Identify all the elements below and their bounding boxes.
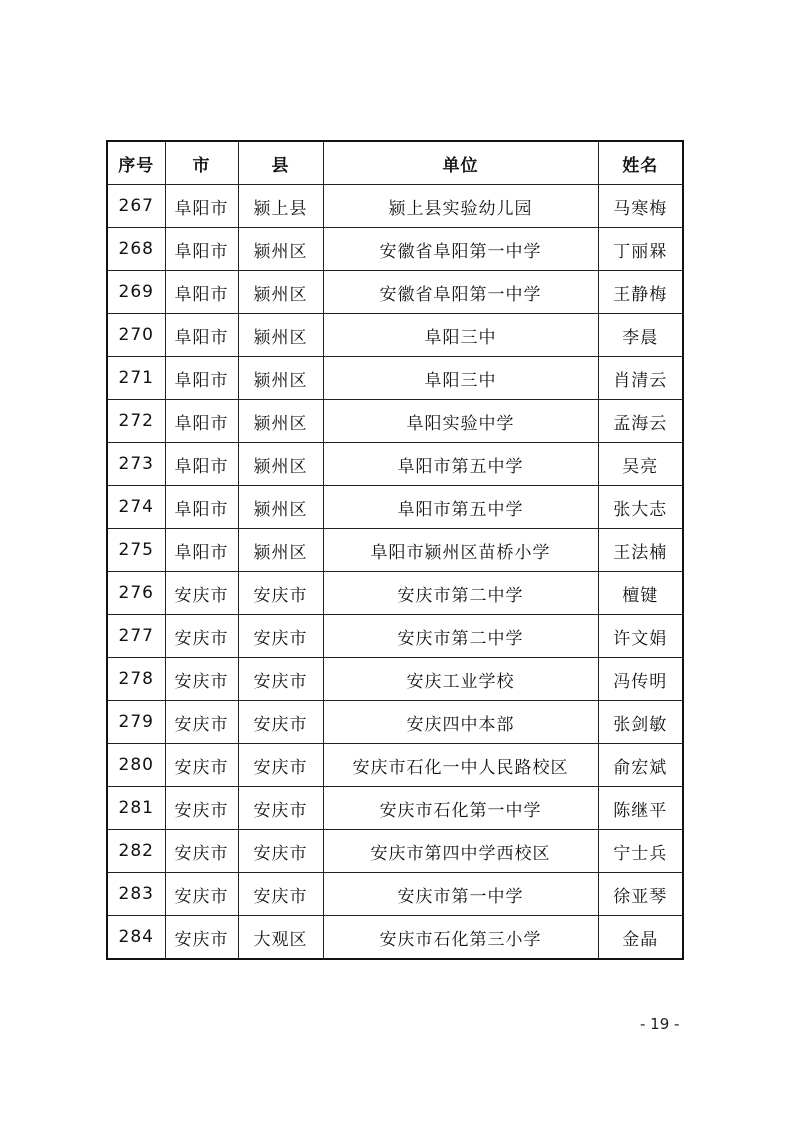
cell-county: 大观区 [238, 916, 323, 960]
cell-unit: 安庆市第二中学 [323, 572, 598, 615]
header-name: 姓名 [598, 141, 683, 185]
table-body [107, 185, 683, 960]
cell-city: 安庆市 [165, 873, 238, 916]
cell-name: 冯传明 [598, 658, 683, 701]
cell-city: 安庆市 [165, 830, 238, 873]
cell-name: 肖清云 [598, 357, 683, 400]
cell-seq: 283 [107, 873, 165, 916]
cell-county: 安庆市 [238, 787, 323, 830]
cell-county: 颍州区 [238, 271, 323, 314]
cell-city: 安庆市 [165, 916, 238, 960]
cell-county: 安庆市 [238, 830, 323, 873]
cell-name: 张剑敏 [598, 701, 683, 744]
cell-seq: 269 [107, 271, 165, 314]
table-row [107, 529, 683, 572]
cell-seq: 277 [107, 615, 165, 658]
cell-city: 阜阳市 [165, 443, 238, 486]
table-row [107, 830, 683, 873]
cell-seq: 268 [107, 228, 165, 271]
cell-seq: 281 [107, 787, 165, 830]
cell-unit: 安庆市第四中学西校区 [323, 830, 598, 873]
header-city: 市 [165, 141, 238, 185]
page-number: - 19 - [640, 1015, 680, 1033]
cell-county: 颍州区 [238, 529, 323, 572]
cell-city: 阜阳市 [165, 314, 238, 357]
header-county: 县 [238, 141, 323, 185]
cell-county: 安庆市 [238, 873, 323, 916]
cell-city: 阜阳市 [165, 185, 238, 228]
cell-name: 许文娟 [598, 615, 683, 658]
table-row [107, 658, 683, 701]
table-row [107, 701, 683, 744]
table-row [107, 400, 683, 443]
cell-city: 安庆市 [165, 744, 238, 787]
table-row [107, 314, 683, 357]
cell-unit: 安庆市石化第三小学 [323, 916, 598, 960]
cell-seq: 278 [107, 658, 165, 701]
cell-county: 颍上县 [238, 185, 323, 228]
cell-county: 安庆市 [238, 744, 323, 787]
cell-city: 阜阳市 [165, 486, 238, 529]
cell-unit: 阜阳市颍州区苗桥小学 [323, 529, 598, 572]
table-row [107, 916, 683, 960]
cell-seq: 276 [107, 572, 165, 615]
cell-unit: 颍上县实验幼儿园 [323, 185, 598, 228]
cell-name: 宁士兵 [598, 830, 683, 873]
cell-seq: 274 [107, 486, 165, 529]
table-row [107, 443, 683, 486]
roster-table [106, 140, 684, 960]
cell-city: 安庆市 [165, 615, 238, 658]
cell-city: 安庆市 [165, 701, 238, 744]
cell-seq: 273 [107, 443, 165, 486]
cell-city: 安庆市 [165, 787, 238, 830]
table-row [107, 228, 683, 271]
cell-unit: 阜阳市第五中学 [323, 443, 598, 486]
cell-seq: 270 [107, 314, 165, 357]
header-seq: 序号 [107, 141, 165, 185]
table-row [107, 873, 683, 916]
cell-name: 王静梅 [598, 271, 683, 314]
cell-unit: 安徽省阜阳第一中学 [323, 228, 598, 271]
cell-unit: 安庆市石化第一中学 [323, 787, 598, 830]
cell-county: 颍州区 [238, 314, 323, 357]
cell-seq: 280 [107, 744, 165, 787]
cell-name: 李晨 [598, 314, 683, 357]
table-row [107, 615, 683, 658]
table-row [107, 357, 683, 400]
cell-county: 颍州区 [238, 357, 323, 400]
cell-seq: 271 [107, 357, 165, 400]
table-row [107, 486, 683, 529]
cell-unit: 安庆四中本部 [323, 701, 598, 744]
cell-county: 安庆市 [238, 572, 323, 615]
cell-unit: 安徽省阜阳第一中学 [323, 271, 598, 314]
header-unit: 单位 [323, 141, 598, 185]
cell-unit: 阜阳市第五中学 [323, 486, 598, 529]
cell-unit: 安庆市第二中学 [323, 615, 598, 658]
cell-name: 吴亮 [598, 443, 683, 486]
cell-city: 安庆市 [165, 658, 238, 701]
table-row [107, 185, 683, 228]
cell-seq: 282 [107, 830, 165, 873]
cell-seq: 267 [107, 185, 165, 228]
cell-unit: 安庆市第一中学 [323, 873, 598, 916]
cell-name: 檀键 [598, 572, 683, 615]
cell-seq: 272 [107, 400, 165, 443]
cell-city: 阜阳市 [165, 357, 238, 400]
cell-seq: 279 [107, 701, 165, 744]
cell-county: 颍州区 [238, 400, 323, 443]
cell-city: 安庆市 [165, 572, 238, 615]
cell-name: 徐亚琴 [598, 873, 683, 916]
table-row [107, 271, 683, 314]
cell-city: 阜阳市 [165, 228, 238, 271]
cell-unit: 安庆市石化一中人民路校区 [323, 744, 598, 787]
cell-name: 金晶 [598, 916, 683, 960]
cell-name: 陈继平 [598, 787, 683, 830]
table-row [107, 787, 683, 830]
cell-name: 俞宏斌 [598, 744, 683, 787]
cell-county: 安庆市 [238, 658, 323, 701]
table-row [107, 744, 683, 787]
cell-city: 阜阳市 [165, 400, 238, 443]
cell-county: 颍州区 [238, 486, 323, 529]
cell-unit: 阜阳三中 [323, 314, 598, 357]
cell-unit: 阜阳三中 [323, 357, 598, 400]
cell-city: 阜阳市 [165, 271, 238, 314]
cell-name: 丁丽槑 [598, 228, 683, 271]
cell-county: 安庆市 [238, 615, 323, 658]
cell-name: 马寒梅 [598, 185, 683, 228]
cell-city: 阜阳市 [165, 529, 238, 572]
cell-name: 张大志 [598, 486, 683, 529]
table-header-row [107, 141, 683, 185]
cell-seq: 284 [107, 916, 165, 960]
table-row [107, 572, 683, 615]
cell-unit: 阜阳实验中学 [323, 400, 598, 443]
cell-county: 安庆市 [238, 701, 323, 744]
cell-name: 王法楠 [598, 529, 683, 572]
cell-unit: 安庆工业学校 [323, 658, 598, 701]
cell-county: 颍州区 [238, 228, 323, 271]
cell-county: 颍州区 [238, 443, 323, 486]
cell-seq: 275 [107, 529, 165, 572]
cell-name: 孟海云 [598, 400, 683, 443]
